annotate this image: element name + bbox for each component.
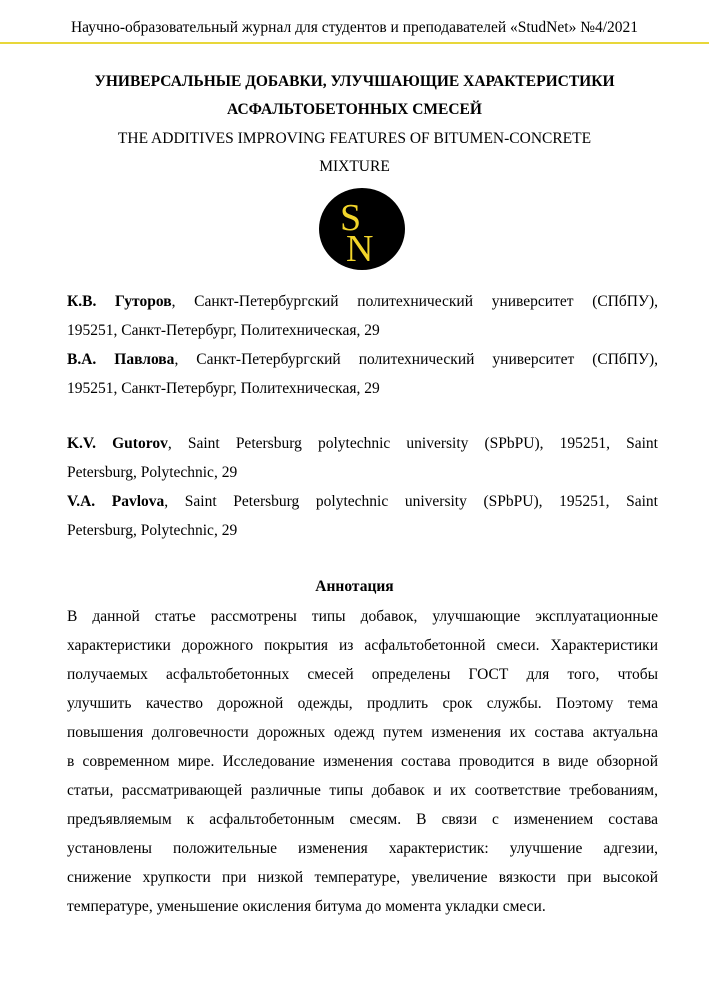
abstract-line: температуре, уменьшение окисления битума до момента укладки смеси. [67, 898, 546, 915]
authors-russian [67, 287, 658, 403]
author-name: В.А. Павлова [67, 351, 175, 368]
abstract-line: в современном мире. Исследование изменения состава проводится в виде обзорной [67, 753, 658, 770]
abstract-line: В данной статье рассмотрены типы добавок, улучшающие эксплуатационные [67, 608, 658, 625]
author-1-en [67, 429, 658, 458]
abstract-line: снижение хрупкости при низкой температуре, увеличение вязкости при высокой [67, 869, 658, 886]
title-english [60, 125, 649, 181]
author-affiliation: , Санкт-Петербургский политехнический университет (СПбПУ), [171, 293, 658, 310]
abstract-line: улучшить качество дорожной одежды, продлить срок службы. Поэтому тема [67, 695, 658, 712]
author-1-en-address: Petersburg, Polytechnic, 29 [67, 464, 238, 481]
author-1-ru [67, 287, 658, 316]
title-russian [40, 68, 669, 124]
author-2-ru-address: 195251, Санкт-Петербург, Политехническая, 29 [67, 380, 380, 397]
author-affiliation: , Saint Petersburg polytechnic university (SPbPU), 195251, Saint [167, 435, 658, 452]
journal-header-text: Научно-образовательный журнал для студентов и преподавателей «StudNet» №4/2021 [70, 19, 639, 36]
author-2-en [67, 487, 658, 516]
author-1-ru-address: 195251, Санкт-Петербург, Политехническая, 29 [67, 322, 380, 339]
abstract-line: получаемых асфальтобетонных смесей определены ГОСТ для того, чтобы [67, 666, 658, 683]
authors-english [67, 429, 658, 545]
logo-letter-s: S [340, 197, 362, 239]
title-en-line-2: MIXTURE [319, 158, 390, 175]
title-ru-line-1: УНИВЕРСАЛЬНЫЕ ДОБАВКИ, УЛУЧШАЮЩИЕ ХАРАКТЕРИСТИКИ [94, 73, 615, 90]
author-name: K.V. Gutorov [67, 435, 168, 452]
abstract-body [67, 602, 658, 921]
author-name: К.В. Гуторов [67, 293, 172, 310]
abstract-line: статьи, рассматривающей различные типы добавок и их соответствие требованиям, [67, 782, 658, 799]
abstract-heading: Аннотация [315, 578, 394, 595]
abstract-line: предъявляемым к асфальтобетонным смесям. В связи с изменением состава [67, 811, 658, 828]
journal-header [0, 0, 709, 44]
author-affiliation: , Санкт-Петербургский политехнический университет (СПбПУ), [174, 351, 658, 368]
author-affiliation: , Saint Petersburg polytechnic university (SPbPU), 195251, Saint [164, 493, 658, 510]
author-name: V.A. Pavlova [67, 493, 165, 510]
abstract-line: установлены положительные изменения характеристик: улучшение адгезии, [67, 840, 658, 857]
abstract-line: характеристики дорожного покрытия из асфальтобетонной смеси. Характеристики [67, 637, 658, 654]
author-2-en-address: Petersburg, Polytechnic, 29 [67, 522, 238, 539]
abstract-line: повышения долговечности дорожных одежд путем изменения их состава актуальна [67, 724, 658, 741]
title-ru-line-2: АСФАЛЬТОБЕТОННЫХ СМЕСЕЙ [227, 101, 482, 118]
title-en-line-1: THE ADDITIVES IMPROVING FEATURES OF BITUMEN-CONCRETE [117, 130, 592, 147]
logo-letter-n: N [346, 228, 374, 270]
author-2-ru [67, 345, 658, 374]
studnet-logo [319, 186, 405, 272]
